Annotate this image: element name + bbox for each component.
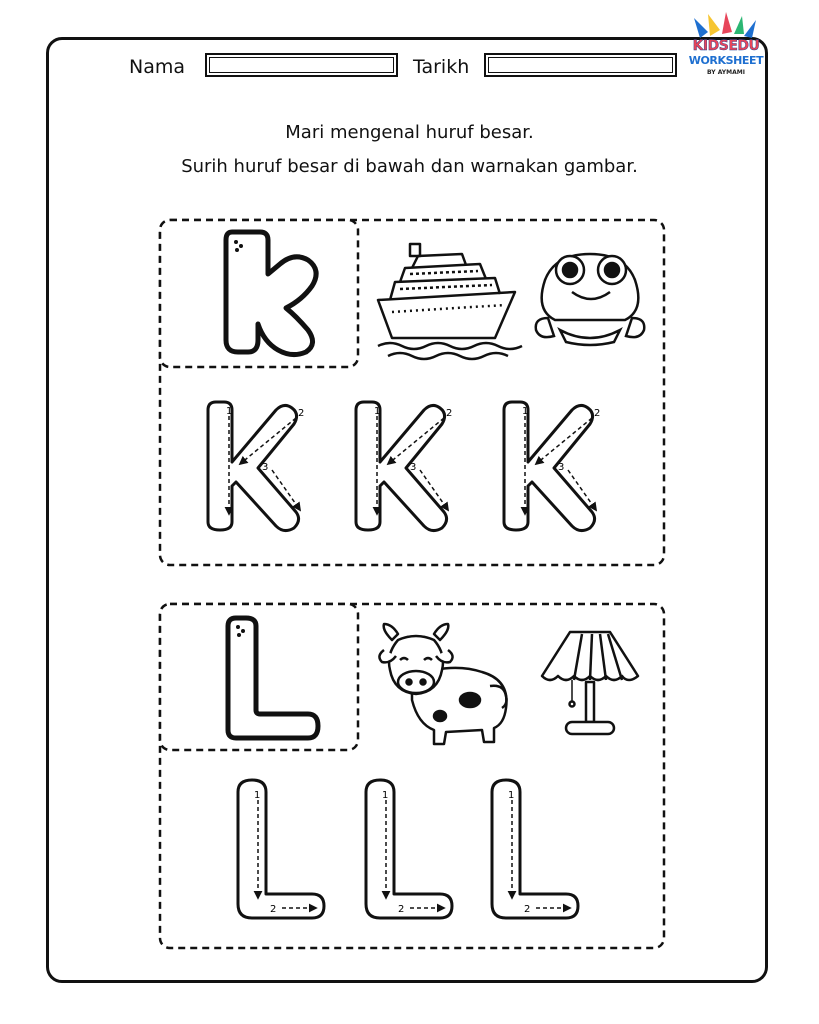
stroke-number: 1 (226, 406, 233, 417)
stroke-number: 2 (270, 904, 277, 915)
stroke-number: 3 (558, 462, 565, 473)
stroke-number: 1 (254, 790, 261, 801)
logo-byline: BY AYMAMI (707, 69, 745, 76)
stroke-number: 2 (594, 408, 601, 419)
stroke-number: 1 (374, 406, 381, 417)
trace-letters-k (208, 402, 600, 531)
stroke-number: 2 (446, 408, 453, 419)
frog-picture (536, 254, 645, 345)
logo-title: KIDSEDU (692, 38, 760, 54)
stroke-number: 3 (410, 462, 417, 473)
stroke-number: 1 (508, 790, 515, 801)
trace-letter-l (492, 780, 578, 918)
trace-letter-l (366, 780, 452, 918)
trace-letter-l (238, 780, 324, 918)
trace-letter-k (208, 402, 304, 531)
cow-picture (379, 624, 506, 744)
stroke-number: 2 (398, 904, 405, 915)
instruction-line-2: Surih huruf besar di bawah dan warnakan gambar. (181, 156, 638, 177)
stroke-number: 1 (522, 406, 529, 417)
stroke-number: 3 (262, 462, 269, 473)
ship-picture (378, 244, 522, 359)
date-label: Tarikh (413, 56, 470, 78)
lamp-picture (542, 632, 638, 734)
instruction-line-1: Mari mengenal huruf besar. (285, 122, 534, 143)
stroke-number: 1 (382, 790, 389, 801)
trace-letter-k (504, 402, 600, 531)
section-k (160, 220, 664, 565)
name-label: Nama (129, 56, 186, 78)
stroke-number: 2 (524, 904, 531, 915)
section-l (160, 604, 664, 948)
stroke-number: 2 (298, 408, 305, 419)
trace-letters-l (238, 780, 578, 918)
logo-subtitle: WORKSHEET (688, 54, 764, 67)
trace-letter-k (356, 402, 452, 531)
